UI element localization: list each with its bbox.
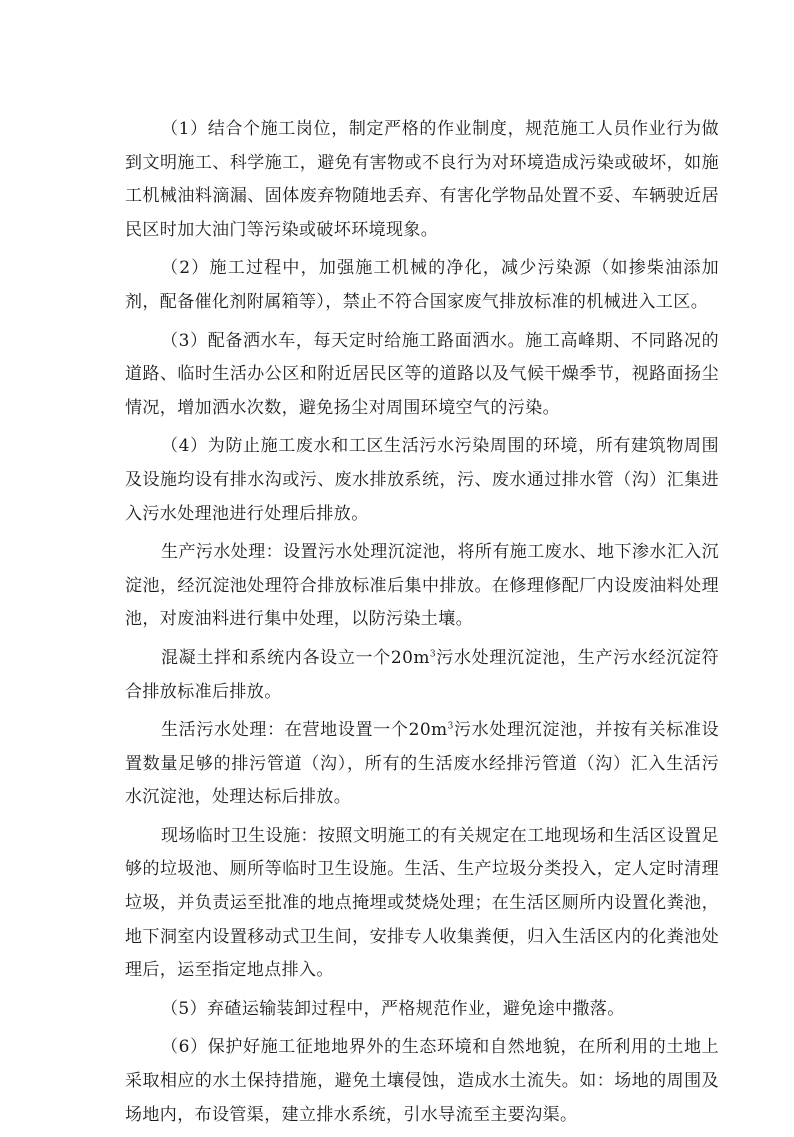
paragraph-concrete-mixing xyxy=(125,642,719,709)
paragraph-5: （5）弃碴运输装卸过程中，严格规范作业，避免途中撒落。 xyxy=(161,998,625,1019)
unit-superscript: 3 xyxy=(429,649,437,660)
paragraph-sanitation: 现场临时卫生设施：按照文明施工的有关规定在工地现场和生活区设置足够的垃圾池、厕所等临时卫生设施。生活、生产垃圾分类投入，定人定时清理垃圾，并负责运至批准的地点掩埋或焚烧处理；在生活区厕所内设置化粪池，地下洞室内设置移动式卫生间，安排专人收集粪便，归入生活区内的化粪池处理后，运至指定地点排入。 xyxy=(125,825,719,981)
paragraph-domestic-sewage-before: 生活污水处理：在营地设置一个20m xyxy=(161,720,448,741)
paragraph-2: （2）施工过程中，加强施工机械的净化，减少污染源（如掺柴油添加剂，配备催化剂附属箱等），禁止不符合国家废气排放标准的机械进入工区。 xyxy=(125,258,719,312)
paragraph-domestic-sewage xyxy=(125,714,719,815)
paragraph-concrete-mixing-after: 污水处理沉淀池，生产污水经沉淀符合排放标准后排放。 xyxy=(125,647,719,702)
document-body xyxy=(125,113,719,1137)
paragraph-1: （1）结合个施工岗位，制定严格的作业制度，规范施工人员作业行为做到文明施工、科学施工，避免有害物或不良行为对环境造成污染或破坏，如施工机械油料滴漏、固体废弃物随地丢弃、有害化学物品处置不妥、车辆驶近居民区时加大油门等污染或破坏环境现象。 xyxy=(125,119,719,240)
paragraph-4: （4）为防止施工废水和工区生活污水污染周围的环境，所有建筑物周围及设施均设有排水沟或污、废水排放系统，污、废水通过排水管（沟）汇集进入污水处理池进行处理后排放。 xyxy=(125,436,719,524)
unit-superscript: 3 xyxy=(447,721,454,732)
paragraph-concrete-mixing-before: 混凝土拌和系统内各设立一个20m xyxy=(161,647,430,668)
paragraph-6: （6）保护好施工征地地界外的生态环境和自然地貌，在所利用的土地上采取相应的水土保持措施，避免土壤侵蚀，造成水土流失。如：场地的周围及场地内，布设管渠，建立排水系统，引水导流至主要沟渠。 xyxy=(125,1037,719,1125)
paragraph-production-sewage: 生产污水处理：设置污水处理沉淀池，将所有施工废水、地下渗水汇入沉淀池，经沉淀池处理符合排放标准后集中排放。在修理修配厂内设废油料处理池，对废油料进行集中处理，以防污染土壤。 xyxy=(125,542,719,630)
paragraph-domestic-sewage-after: 污水处理沉淀池，并按有关标准设置数量足够的排污管道（沟），所有的生活废水经排污管道（沟）汇入生活污水沉淀池，处理达标后排放。 xyxy=(125,720,719,808)
paragraph-3: （3）配备洒水车，每天定时给施工路面洒水。施工高峰期、不同路况的道路、临时生活办公区和附近居民区等的道路以及气候干燥季节，视路面扬尘情况，增加洒水次数，避免扬尘对周围环境空气的污染。 xyxy=(125,330,719,418)
